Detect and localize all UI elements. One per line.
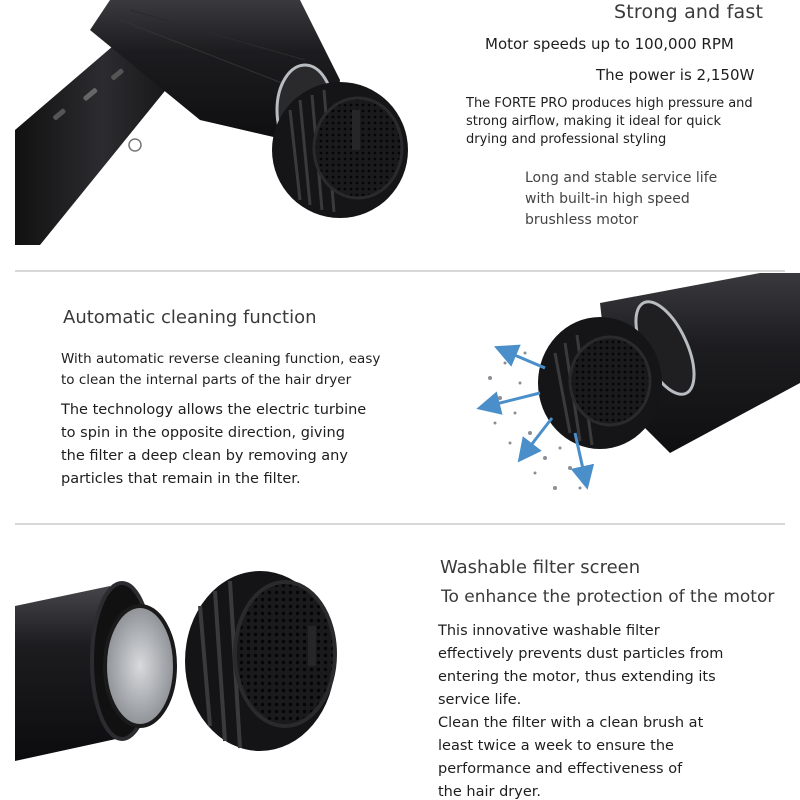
section-title-strong-fast: Strong and fast [614, 1, 764, 23]
feature-section-auto-cleaning [0, 273, 800, 523]
washable-filter-description: This innovative washable filter effectively prevents dust particles from entering the motor, thus extending its service life. [438, 623, 724, 708]
section-divider [15, 523, 785, 525]
filter-cleaning-image [460, 273, 800, 523]
filter-cleaning-instructions: Clean the filter with a clean brush at least twice a week to ensure the performance and effectiveness of the hair dryer. [438, 715, 704, 800]
strong-fast-description: The FORTE PRO produces high pressure and strong airflow, making it ideal for quick drying and professional styling [466, 96, 753, 147]
auto-cleaning-details: The technology allows the electric turbine to spin in the opposite direction, giving the filter a deep clean by removing any particles that remain in the filter. [61, 402, 367, 487]
washable-filter-subtitle: To enhance the protection of the motor [441, 587, 775, 607]
section-divider [15, 270, 785, 272]
section-title-auto-cleaning: Automatic cleaning function [63, 307, 317, 328]
hair-dryer-image-top [0, 0, 420, 270]
feature-section-strong-fast [0, 0, 800, 270]
washable-filter-image [0, 526, 430, 800]
section-title-washable-filter: Washable filter screen [440, 557, 641, 578]
auto-cleaning-intro: With automatic reverse cleaning function, easy to clean the internal parts of the hair dryer [61, 351, 381, 388]
power-text: The power is 2,150W [596, 66, 755, 84]
service-life-text: Long and stable service life with built-in high speed brushless motor [525, 170, 718, 228]
motor-speed-text: Motor speeds up to 100,000 RPM [485, 35, 734, 53]
feature-section-washable-filter [0, 526, 800, 800]
